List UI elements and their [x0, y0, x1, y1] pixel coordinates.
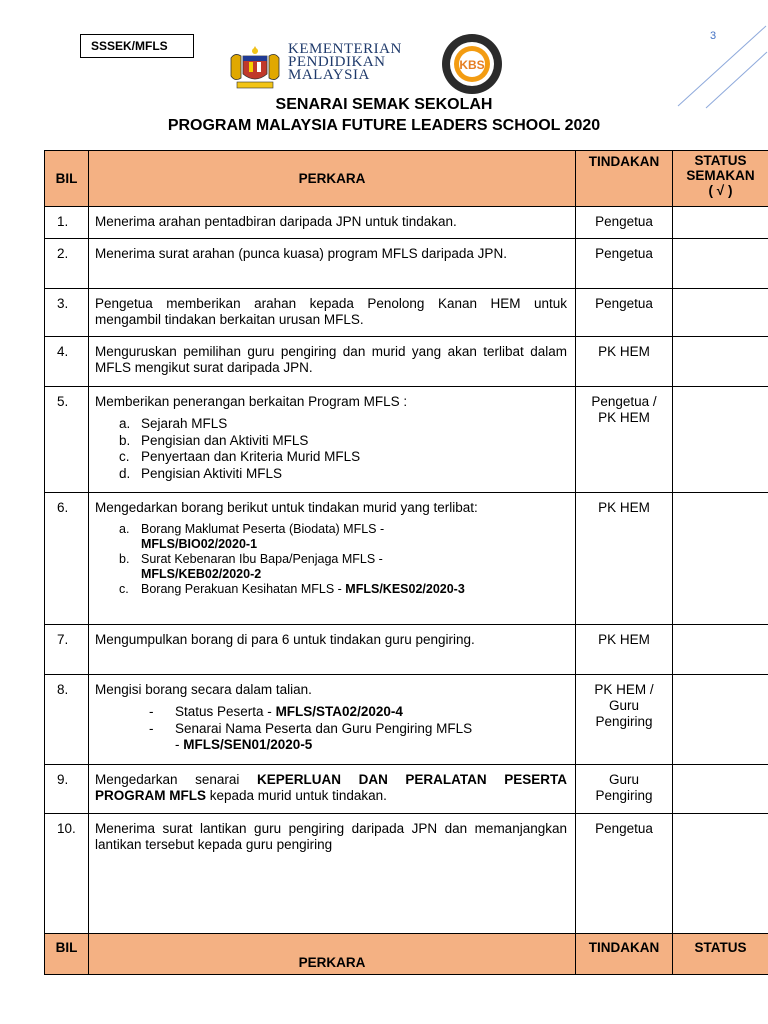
- table-row: [45, 493, 768, 625]
- row-number: 3.: [45, 289, 89, 337]
- page-number: 3: [710, 30, 717, 42]
- ministry-line-1: KEMENTERIAN: [288, 41, 402, 57]
- row-number: 1.: [45, 207, 89, 239]
- row-action: Guru Pengiring: [576, 765, 673, 814]
- row-number: 9.: [45, 765, 89, 814]
- row-description: Menerima arahan pentadbiran daripada JPN untuk tindakan.: [89, 207, 576, 239]
- table-row: [45, 765, 768, 814]
- document-code: SSSEK/MFLS: [80, 34, 194, 58]
- status-checkbox-cell[interactable]: [673, 239, 768, 289]
- list-item: - Status Peserta - MFLS/STA02/2020-4: [149, 704, 403, 719]
- table-row: [45, 289, 768, 337]
- row-action: Pengetua / PK HEM: [576, 387, 673, 493]
- table-row: [45, 207, 768, 239]
- table-row: [45, 387, 768, 493]
- row-number: 5.: [45, 387, 89, 493]
- form-code: MFLS/SEN01/2020-5: [183, 737, 313, 752]
- row-number: 8.: [45, 675, 89, 765]
- list-item: b. Pengisian dan Aktiviti MFLS: [119, 432, 309, 448]
- row-description: Pengetua memberikan arahan kepada Penolong Kanan HEM untuk mengambil tindakan berkaitan urusan MFLS.: [89, 289, 576, 337]
- row-action: Pengetua: [576, 207, 673, 239]
- footer-status: STATUS: [673, 934, 768, 975]
- table-row: [45, 675, 768, 765]
- row-description: Mengedarkan borang berikut untuk tindakan murid yang terlibat: a. Borang Maklumat Peserta (Biodata) MFLS - MFLS/BIO02/2020-1 b. Surat Kebenaran Ibu Bapa/Penjaga MFLS - MFLS/KEB02/2020-2 c. Borang Perakuan Kesihatan MFLS - MFLS/KES02/2020-3: [89, 493, 576, 625]
- footer-perkara: PERKARA: [89, 934, 576, 975]
- document-title: SENARAI SEMAK SEKOLAH: [275, 96, 493, 113]
- status-checkbox-cell[interactable]: [673, 493, 768, 625]
- list-item: a. Borang Maklumat Peserta (Biodata) MFLS - MFLS/BIO02/2020-1: [119, 522, 385, 551]
- status-checkbox-cell[interactable]: [673, 337, 768, 387]
- row-description: Menerima surat arahan (punca kuasa) program MFLS daripada JPN.: [89, 239, 576, 289]
- row-action: PK HEM / Guru Pengiring: [576, 675, 673, 765]
- list-item: a. Sejarah MFLS: [119, 416, 228, 431]
- ministry-line-3: MALAYSIA: [288, 67, 370, 83]
- row-number: 2.: [45, 239, 89, 289]
- list-item: d. Pengisian Aktiviti MFLS: [119, 465, 283, 481]
- form-code: MFLS/KEB02/2020-2: [141, 567, 262, 581]
- list-item: c. Penyertaan dan Kriteria Murid MFLS: [119, 449, 361, 464]
- table-row: [45, 814, 768, 934]
- status-checkbox-cell[interactable]: [673, 289, 768, 337]
- header-tindakan: TINDAKAN: [576, 151, 673, 207]
- row-action: Pengetua: [576, 289, 673, 337]
- status-checkbox-cell[interactable]: [673, 207, 768, 239]
- header-status: STATUS SEMAKAN ( √ ): [673, 151, 768, 207]
- footer-tindakan: TINDAKAN: [576, 934, 673, 975]
- status-checkbox-cell[interactable]: [673, 765, 768, 814]
- row-number: 7.: [45, 625, 89, 675]
- table-row: [45, 239, 768, 289]
- sub-list: [95, 704, 567, 754]
- row-description: Mengedarkan senarai KEPERLUAN DAN PERALATAN PESERTA PROGRAM MFLS kepada murid untuk tindakan.: [89, 765, 576, 814]
- header-bil: BIL: [45, 151, 89, 207]
- row-description: Mengumpulkan borang di para 6 untuk tindakan guru pengiring.: [89, 625, 576, 675]
- checklist-table: [44, 150, 768, 975]
- list-item: - Senarai Nama Peserta dan Guru Pengiring MFLS - MFLS/SEN01/2020-5: [149, 720, 473, 752]
- header-perkara: PERKARA: [89, 151, 576, 207]
- row-action: PK HEM: [576, 337, 673, 387]
- table-row: [45, 337, 768, 387]
- row-description: Memberikan penerangan berkaitan Program MFLS : a. Sejarah MFLS b. Pengisian dan Aktiviti MFLS c. Penyertaan dan Kriteria Murid MFLS d. Pengisian Aktiviti MFLS: [89, 387, 576, 493]
- row-action: PK HEM: [576, 625, 673, 675]
- svg-text:KBS: KBS: [459, 58, 485, 72]
- status-checkbox-cell[interactable]: [673, 387, 768, 493]
- row-description: Menguruskan pemilihan guru pengiring dan murid yang akan terlibat dalam MFLS mengikut surat daripada JPN.: [89, 337, 576, 387]
- sub-list: [95, 522, 567, 597]
- ministry-logo-text: [288, 43, 402, 82]
- footer-bil: BIL: [45, 934, 89, 975]
- table-row: [45, 625, 768, 675]
- status-checkbox-cell[interactable]: [673, 814, 768, 934]
- row-description: Menerima surat lantikan guru pengiring daripada JPN dan memanjangkan lantikan tersebut kepada guru pengiring: [89, 814, 576, 934]
- form-code: MFLS/KES02/2020-3: [345, 582, 465, 596]
- document-subtitle: PROGRAM MALAYSIA FUTURE LEADERS SCHOOL 2020: [167, 117, 601, 134]
- row-number: 6.: [45, 493, 89, 625]
- table-header-row: [45, 151, 768, 207]
- row-action: PK HEM: [576, 493, 673, 625]
- row-action: Pengetua: [576, 814, 673, 934]
- kbs-logo: [440, 32, 504, 96]
- status-checkbox-cell[interactable]: [673, 625, 768, 675]
- list-item: c. Borang Perakuan Kesihatan MFLS - MFLS/KES02/2020-3: [119, 582, 465, 596]
- row-description: Mengisi borang secara dalam talian. - Status Peserta - MFLS/STA02/2020-4 - Senarai Nama Peserta dan Guru Pengiring MFLS - MFLS/SEN01/2020-5: [89, 675, 576, 765]
- row-number: 4.: [45, 337, 89, 387]
- form-code: MFLS/BIO02/2020-1: [141, 537, 258, 551]
- list-item: b. Surat Kebenaran Ibu Bapa/Penjaga MFLS - MFLS/KEB02/2020-2: [119, 552, 383, 581]
- malaysia-crest-logo: [225, 42, 285, 92]
- ministry-line-2: PENDIDIKAN: [288, 54, 386, 70]
- row-number: 10.: [45, 814, 89, 934]
- sub-list: [95, 416, 567, 482]
- row-action: Pengetua: [576, 239, 673, 289]
- table-footer-row: [45, 934, 768, 975]
- form-code: MFLS/STA02/2020-4: [275, 704, 403, 719]
- status-checkbox-cell[interactable]: [673, 675, 768, 765]
